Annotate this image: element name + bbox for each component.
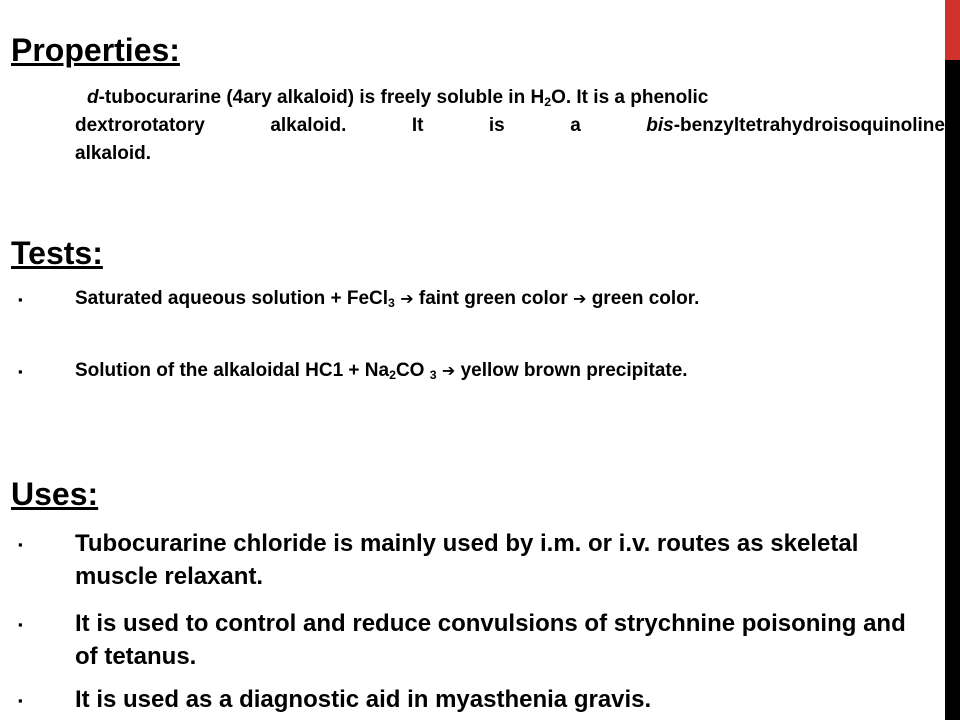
use-item-text: Tubocurarine chloride is mainly used by i.m. or i.v. routes as skeletal muscle relaxant. bbox=[75, 530, 859, 590]
bullet-icon: ▪ bbox=[18, 693, 23, 708]
side-bar-accent bbox=[945, 0, 960, 60]
side-bar bbox=[945, 0, 960, 720]
bullet-icon: ▪ bbox=[18, 292, 23, 307]
test-item-text: Solution of the alkaloidal $HC1 + Na_2CO$ $_3$ ➔ yellow brown precipitate. bbox=[75, 360, 688, 383]
arrow-right-icon: ➔ bbox=[573, 291, 587, 308]
properties-heading: Properties: bbox=[11, 32, 180, 68]
properties-paragraph bbox=[75, 84, 945, 168]
uses-heading: Uses: bbox=[11, 476, 99, 512]
test-item-text: Saturated aqueous solution + FeCl$_3$ ➔ faint green color ➔ green color. bbox=[75, 288, 700, 311]
bullet-icon: ▪ bbox=[18, 364, 23, 379]
use-item-text: It is used to control and reduce convulsions of strychnine poisoning and of tetanus. bbox=[75, 610, 906, 670]
tests-heading: Tests: bbox=[11, 235, 103, 271]
bullet-icon: ▪ bbox=[18, 617, 23, 632]
arrow-right-icon: ➔ bbox=[400, 291, 414, 308]
properties-line-2: dextrorotatory alkaloid. It is a bis-benzyltetrahydroisoquinoline bbox=[75, 115, 945, 136]
use-item-text: It is used as a diagnostic aid in myasthenia gravis. bbox=[75, 686, 652, 713]
bullet-icon: ▪ bbox=[18, 537, 23, 552]
properties-line-1: d-tubocurarine (4ary alkaloid) is freely soluble in $H_2O$. It is a phenolic bbox=[87, 87, 709, 110]
arrow-right-icon: ➔ bbox=[441, 363, 456, 380]
properties-line-3: alkaloid. bbox=[75, 143, 152, 164]
